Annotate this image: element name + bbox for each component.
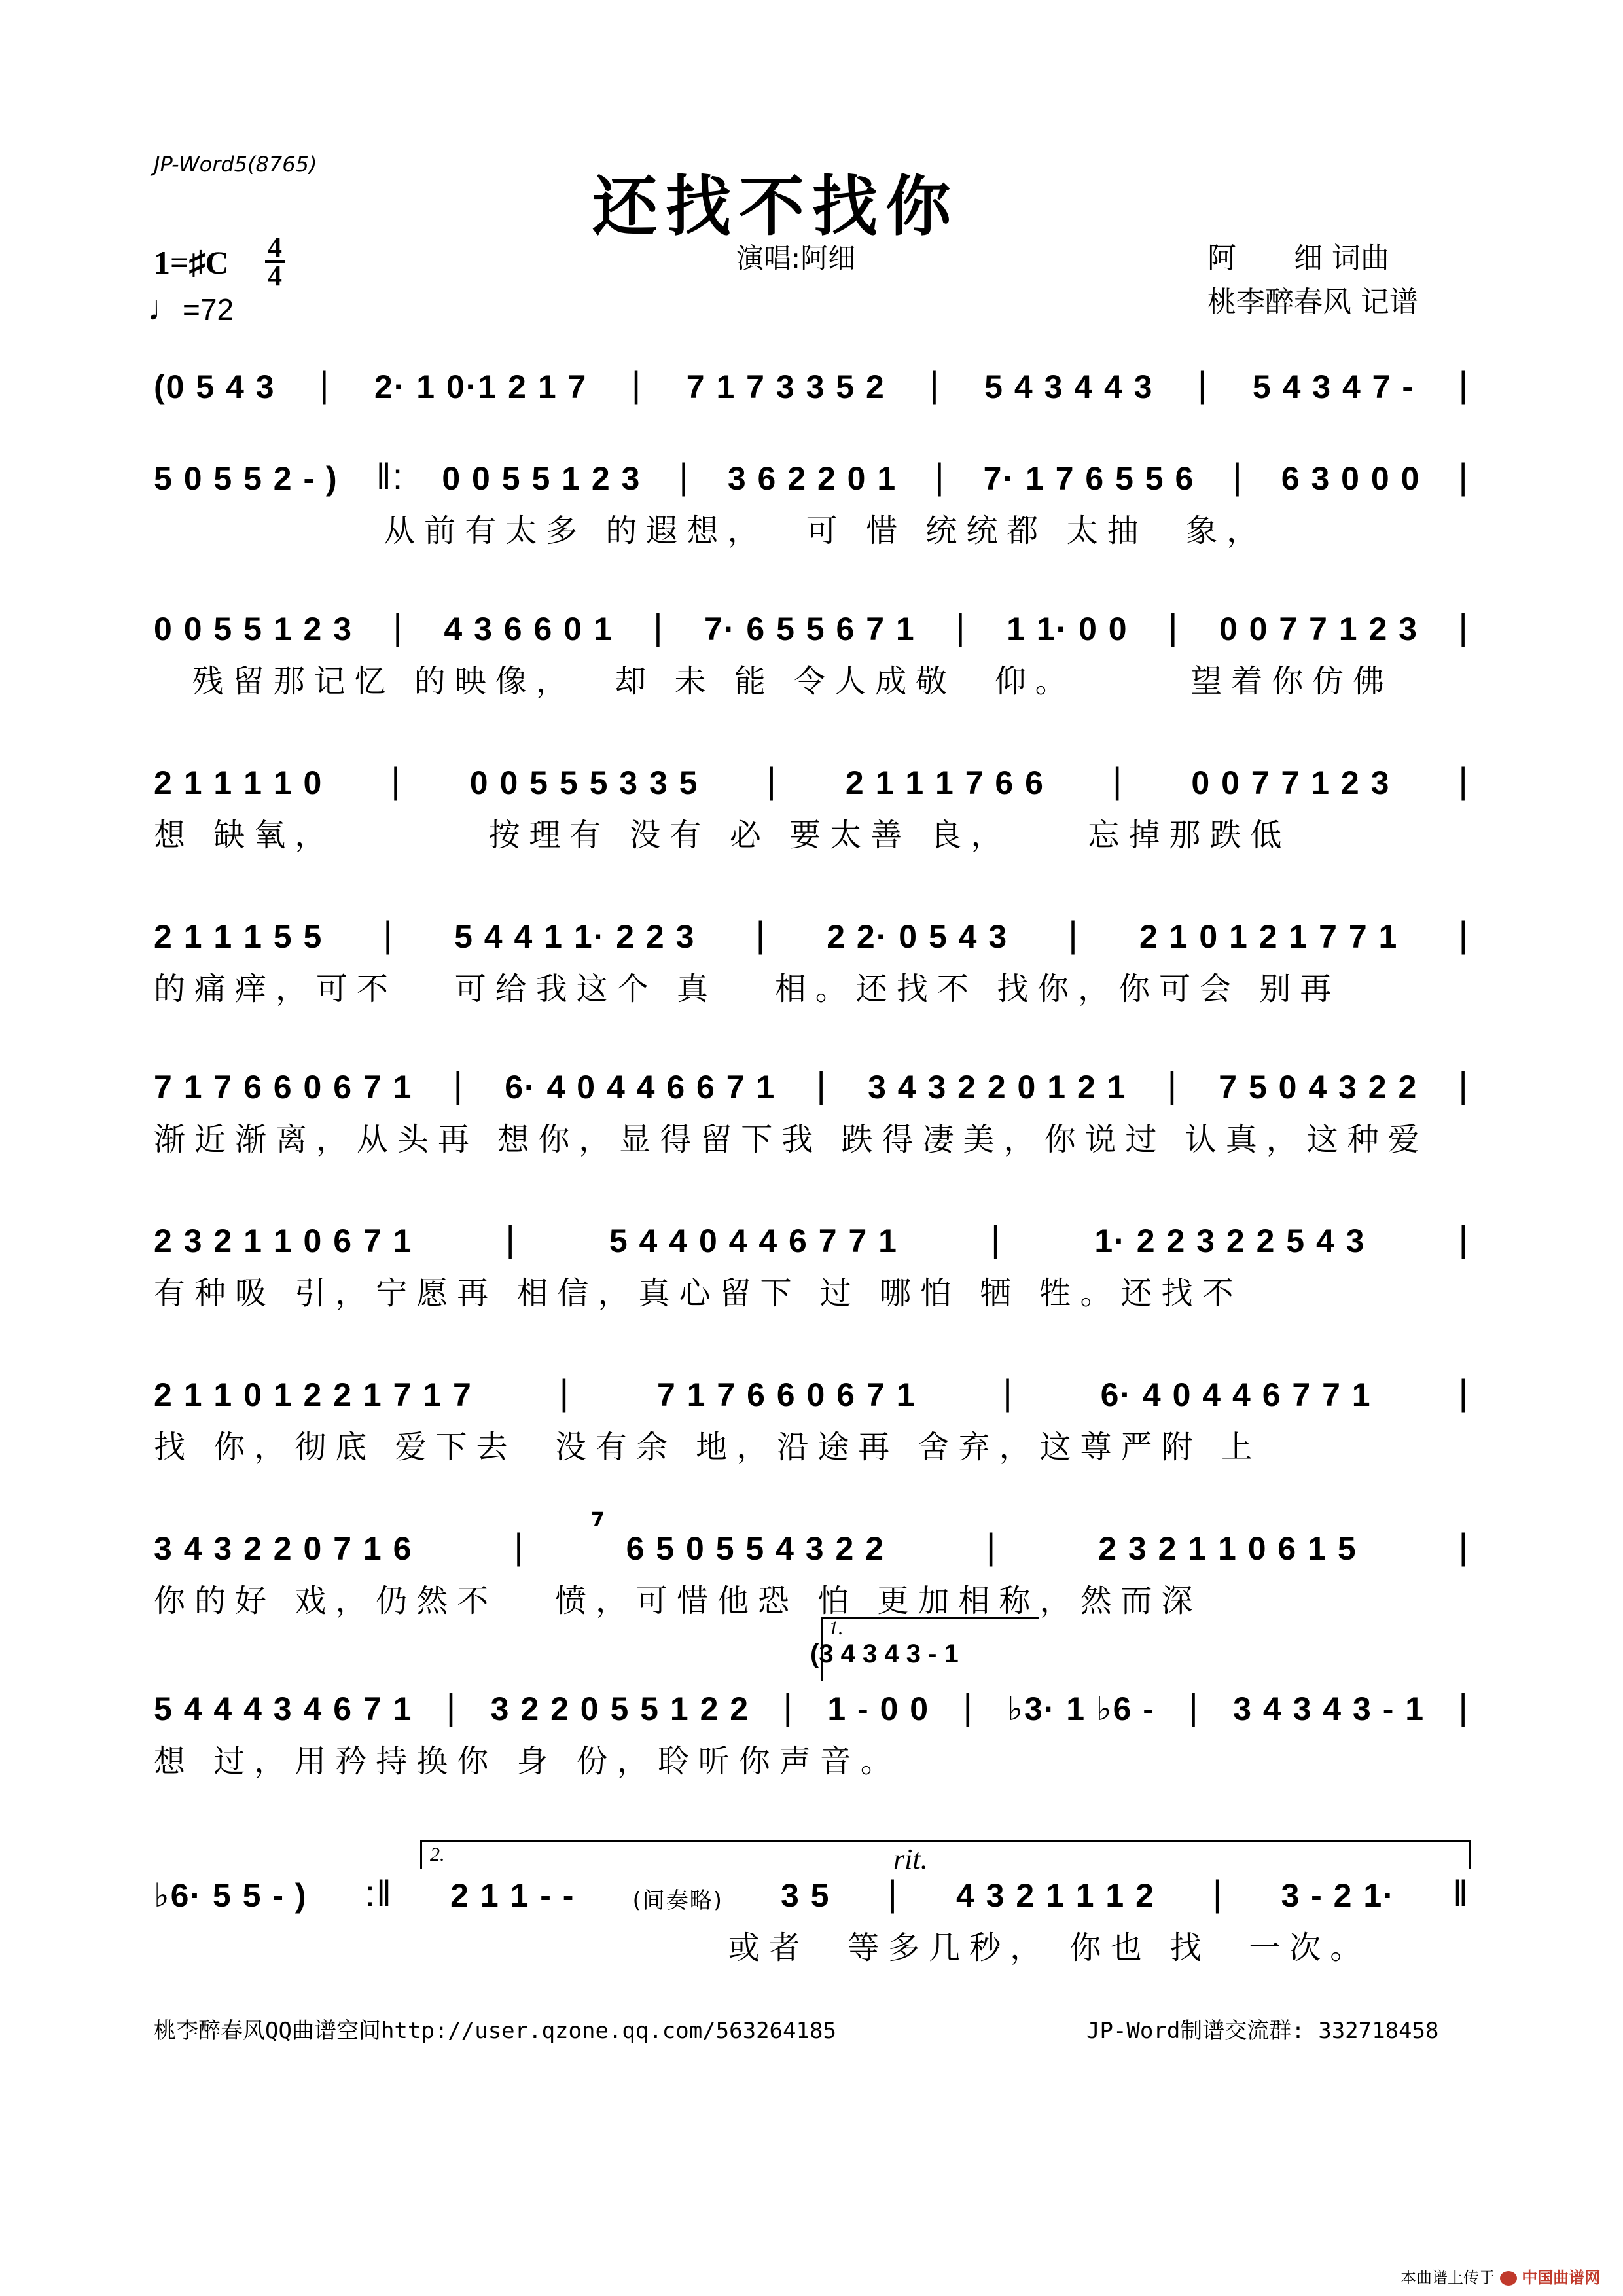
barline: | [559, 1372, 571, 1413]
barline: | [1003, 1372, 1014, 1413]
barline: | [1112, 760, 1124, 801]
measure: 3 4 3 2 2 0 7 1 6 [154, 1530, 413, 1567]
barline: | [1232, 456, 1243, 497]
volta-1-bracket [810, 1617, 1039, 1681]
measure: 5 4 3 4 7 - [1252, 368, 1415, 405]
composer-credit: 阿 细 词曲 [1207, 242, 1389, 275]
lyrics-line: 想 过，用矜持换你 身 份，聆听你声音。 [154, 1743, 901, 1780]
barline: | [1458, 760, 1469, 801]
barline: | [1458, 1686, 1469, 1727]
barline: | [766, 760, 777, 801]
quarter-note-icon: ♩ [147, 289, 183, 328]
barline: | [514, 1526, 525, 1567]
measure: 0 0 7 7 1 2 3 [1191, 764, 1391, 801]
barline: | [1458, 1064, 1469, 1105]
measure: 7 1 7 3 3 5 2 [686, 368, 885, 405]
measure: 6· 4 0 4 4 6 6 7 1 [505, 1069, 776, 1105]
barline: | [929, 364, 940, 405]
measure: 0 0 5 5 5 3 3 5 [469, 764, 699, 801]
barline: | [1167, 1064, 1179, 1105]
barline: | [393, 606, 404, 647]
barline: | [1212, 1873, 1224, 1914]
lyrics-line: 从前有太多 的遐想， 可 惜 统统都 太抽 象， [154, 512, 1268, 549]
final-barline: ‖ [1452, 1873, 1469, 1914]
measure: 3 6 2 2 0 1 [727, 460, 897, 497]
measure: 2 3 2 1 1 0 6 1 5 [1098, 1530, 1357, 1567]
watermark-text: 本曲谱上传于 [1400, 2269, 1495, 2287]
measure: 4 3 2 1 1 1 2 [955, 1877, 1155, 1914]
measure: 7· 1 7 6 5 5 6 [983, 460, 1195, 497]
barline: | [453, 1064, 465, 1105]
barline: | [986, 1526, 997, 1567]
measure: 1· 2 2 3 2 2 5 4 3 [1094, 1223, 1366, 1259]
barline: | [1197, 364, 1209, 405]
measure: 3 5 [780, 1877, 830, 1914]
measure: 1 1· 0 0 [1007, 611, 1128, 647]
measure: 6· 4 0 4 4 6 7 7 1 [1100, 1376, 1372, 1413]
site-watermark [1400, 2265, 1600, 2287]
measure: 3 4 3 4 3 - 1 [1233, 1691, 1425, 1727]
volta-1-alt-notes: (3 4 3 4 3 - 1 [810, 1640, 959, 1668]
software-tag: JP-Word5(8765) [154, 152, 317, 177]
measure: 3 2 2 0 5 5 1 2 2 [490, 1691, 750, 1727]
page-title: 还找不找你 [592, 168, 959, 245]
ritardando-mark: rit. [893, 1843, 928, 1875]
barline: | [1458, 606, 1469, 647]
barline: | [1458, 1526, 1469, 1567]
measure: 2 1 1 - - [450, 1877, 575, 1914]
lyrics-line: 想 缺氧， 按理有 没有 必 要太善 良， 忘掉那跌低 [154, 817, 1291, 853]
barline: | [783, 1686, 794, 1727]
barline: | [383, 914, 394, 955]
measure: 7 5 0 4 3 2 2 [1219, 1069, 1418, 1105]
barline: | [955, 606, 967, 647]
measure: ♭6· 5 5 - ) [154, 1877, 308, 1914]
time-sig-denominator: 4 [268, 260, 282, 292]
volta-2-label: 2. [430, 1844, 445, 1865]
time-sig-numerator: 4 [268, 231, 282, 263]
lyrics-line: 找 你，彻底 爱下去 没有余 地，沿途再 舍弃，这尊严附 上 [154, 1429, 1262, 1465]
volta-1-label: 1. [829, 1617, 844, 1639]
grace-note: 7 [591, 1509, 605, 1532]
key-signature [154, 243, 229, 281]
lyrics-line: 残留那记忆 的映像， 却 未 能 令人成敬 仰。 望着你仿佛 [154, 663, 1394, 700]
barline: | [1168, 606, 1179, 647]
singer-credit: 演唱:阿细 [736, 242, 856, 274]
barline: | [935, 456, 946, 497]
barline: | [1188, 1686, 1200, 1727]
measure: 2 1 0 1 2 1 7 7 1 [1139, 918, 1399, 955]
measure: ♭3· 1 ♭6 - [1007, 1691, 1155, 1727]
barline: | [816, 1064, 827, 1105]
interlude-note: (间奏略) [632, 1888, 723, 1914]
logo-icon [1500, 2271, 1517, 2286]
measure: 7 1 7 6 6 0 6 7 1 [656, 1376, 916, 1413]
measure: 5 4 4 4 3 4 6 7 1 [154, 1691, 413, 1727]
time-signature [265, 231, 285, 292]
barline: | [1458, 914, 1469, 955]
tempo-marking [147, 288, 234, 329]
measure: 2 1 1 1 7 6 6 [845, 764, 1044, 801]
barline: | [319, 364, 330, 405]
barline: | [1458, 1372, 1469, 1413]
measure: 2 1 1 1 5 5 [154, 918, 323, 955]
barline: | [391, 760, 402, 801]
measure: 0 0 5 5 1 2 3 [154, 611, 353, 647]
tempo-value: =72 [183, 293, 234, 327]
barline: | [631, 364, 643, 405]
barline: | [1068, 914, 1079, 955]
measure: 5 4 3 4 4 3 [984, 368, 1154, 405]
measure: 3 4 3 2 2 0 1 2 1 [868, 1069, 1127, 1105]
barline: | [963, 1686, 974, 1727]
repeat-end: :‖ [365, 1873, 393, 1914]
barline: | [755, 914, 767, 955]
measure: 2 2· 0 5 4 3 [827, 918, 1008, 955]
measure: 2 3 2 1 1 0 6 7 1 [154, 1223, 413, 1259]
watermark-site: 中国曲谱网 [1522, 2269, 1601, 2287]
measure: (0 5 4 3 [154, 368, 276, 405]
measure: 6 5 0 5 5 4 3 2 2 [626, 1530, 885, 1567]
measure: 6 3 0 0 0 [1281, 460, 1421, 497]
barline: | [679, 456, 690, 497]
measure: 2 1 1 0 1 2 2 1 7 1 7 [154, 1376, 473, 1413]
measure: 5 4 4 1 1· 2 2 3 [454, 918, 696, 955]
lyrics-line: 渐近渐离，从头再 想你，显得留下我 跌得凄美，你说过 认真，这种爱 [154, 1121, 1429, 1158]
measure: 7· 6 5 5 6 7 1 [704, 611, 916, 647]
footer-right: JP-Word制谱交流群: 332718458 [1086, 2018, 1439, 2044]
measure: 3 - 2 1· [1281, 1877, 1395, 1914]
key-label: 1=♯C [154, 244, 229, 281]
measure: 7 1 7 6 6 0 6 7 1 [154, 1069, 413, 1105]
measure: 0 0 7 7 1 2 3 [1219, 611, 1418, 647]
lyrics-line: 有种吸 引，宁愿再 相信，真心留下 过 哪怕 牺 牲。还找不 [154, 1275, 1243, 1312]
measure: 2 1 1 1 1 0 [154, 764, 323, 801]
measure: 5 0 5 5 2 - ) [154, 460, 338, 497]
barline: | [1458, 364, 1469, 405]
measure: 0 0 5 5 1 2 3 [442, 460, 641, 497]
measure: 1 - 0 0 [827, 1691, 930, 1727]
lyrics-line: 的痛痒，可不 可给我这个 真 相。还找不 找你，你可会 别再 [154, 971, 1341, 1007]
barline: | [887, 1873, 899, 1914]
barline: | [1458, 456, 1469, 497]
transcriber-credit: 桃李醉春风 记谱 [1207, 285, 1418, 319]
measure: 5 4 4 0 4 4 6 7 7 1 [609, 1223, 898, 1259]
measure: 2· 1 0·1 2 1 7 [374, 368, 588, 405]
barline: | [990, 1218, 1002, 1259]
footer-left: 桃李醉春风QQ曲谱空间http://user.qzone.qq.com/563264185 [154, 2018, 836, 2044]
measure: 4 3 6 6 0 1 [444, 611, 613, 647]
barline: | [1458, 1218, 1469, 1259]
repeat-start: ‖: [376, 456, 404, 497]
lyrics-line: 你的好 戏，仍然不 愤，可惜他恐 怕 更加相称，然而深 [154, 1583, 1202, 1619]
lyrics-line: 或者 等多几秒， 你也 找 一次。 [154, 1929, 1371, 1966]
barline: | [505, 1218, 516, 1259]
barline: | [446, 1686, 457, 1727]
barline: | [653, 606, 664, 647]
